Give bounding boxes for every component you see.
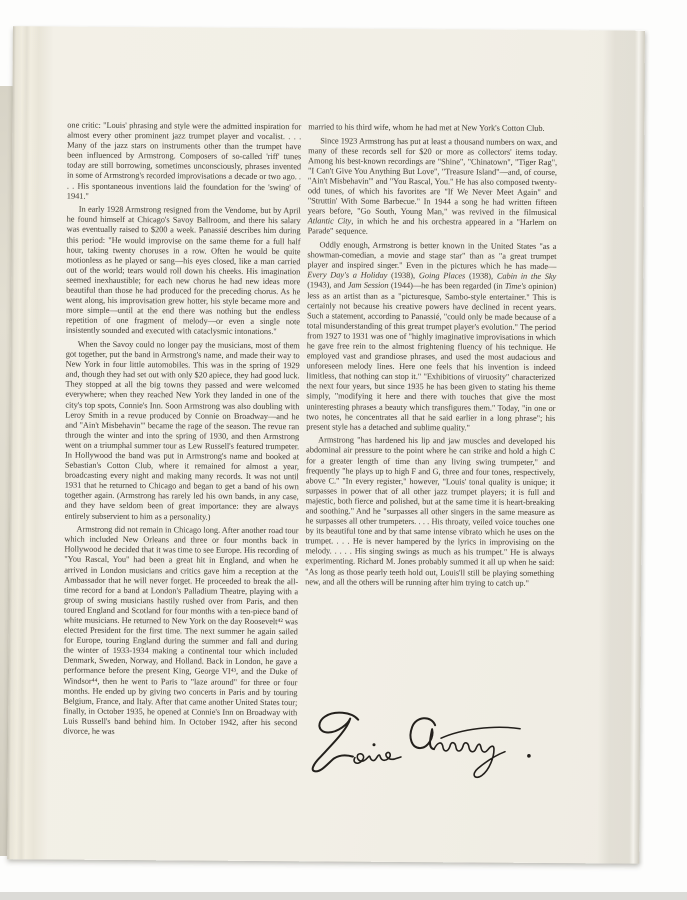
paragraph: When the Savoy could no longer pay the musicians, most of them got together, put the band in Armstrong's name, and made their way to New York in four little automobiles. This was in the spring of 1929 and, though they had set out with only $20 apiece, they had good luck. They stopped at all the big towns they passed and were welcomed everywhere; when they reached New York they landed in one of the city's top spots, Connie's Inn. Soon Armstrong was also doubling with Leroy Smith in a revue produced by Connie on Broadway—and he and "Ain't Misbehavin'" became the rage of the season. The revue ran through the winter and into the spring of 1930, and then Armstrong went on a triumphal summer tour as Lew Russell's featured trumpeter. In Hollywood the band was put in Armstrong's name and booked at Sebastian's Cotton Club, where it remained for almost a year, broadcasting every night and making many records. It was not until 1931 that he returned to Chicago and began to get a band of his own together again. (Armstrong has rarely led his own bands, in any case, and they have seldom been of great importance: they are always entirely subservient to him as a personality.) [64, 339, 300, 522]
page-curl-edge [597, 30, 645, 863]
paragraph: married to his third wife, whom he had met at New York's Cotton Club. [308, 122, 545, 133]
text-column-right [305, 122, 557, 592]
paragraph: Since 1923 Armstrong has put at least a thousand numbers on wax, and many of these records sell for $20 or more as collectors' items today. Among his best-known recordings are "Shine", "Chinatown", "Tiger Rag", "I Can't Give You Anything But Love", "Treasure Island"—and, of course, "Ain't Misbehavin'" and "You Rascal, You." He has also composed twenty-odd tunes, of which his favorites are "If We Never Meet Again" and "Struttin' With Some Barbecue." In 1944 a song he had written fifteen years before, "Go South, Young Man," was revived in the filmusical Atlantic City, in which he and his orchestra appeared in a "Harlem on Parade" sequence. [307, 135, 558, 237]
paragraph: Oddly enough, Armstrong is better known in the United States "as a showman-comedian, a movie and stage star" than as "a great trumpet player and inspired singer." Even in the pictures which he has made—Every Day's a Holiday (1938), Going Places (1938), Cabin in the Sky (1943), and Jam Session (1944)—he has been regarded (in Time's opinion) less as an artist than as a "picturesque, Sambo-style entertainer." This is certainly not because his creative powers have declined in recent years. Such a statement, according to Panassié, "could only be made because of a total misunderstanding of this great trumpet player's evolution." The period from 1927 to 1931 was one of "highly imaginative improvisations in which he gave free rein to the almost frightening fluency of his technique. He employed vast and grandiose phrases, and used the most audacious and unforeseen melody lines. Here one feels that his invention is indeed limitless, that nothing can stop it." "Exhibitions of viruosity" characterized the next four years, but since 1935 he has been given to stating his theme simply, "modifying it here and there with touches that give the most uninteresting phrases a beauty which transfigures them." Today, "in one or two notes, he concentrates all that he said earlier in a long phrase"; his present style has a detached and sublime quality." [306, 240, 557, 433]
book-page [7, 26, 645, 863]
paragraph: one critic: "Louis' phrasing and style were the admitted inspiration for almost every other prominent jazz trumpet player and vocalist. . . . Many of the jazz stars on instruments other than the trumpet have been influenced by Armstrong. Composers of so-called 'riff' tunes today are still borrowing, sometimes unconsciously, phrases invented in some of Armstrong's recorded improvisations a decade or two ago. . . . His spontaneous inventions laid the foundation for the 'swing' of 1941." [66, 120, 302, 201]
i-dot [373, 744, 375, 746]
paragraph: Armstrong did not remain in Chicago long. After another road tour which included New Orleans and three or four months back in Hollywood he decided that it was time to see Europe. His recording of "You Rascal, You" had been a great hit in England, and when he arrived in London musicians and critics gave him a reception at the Ambassador that he will never forget. He proceeded to break the all-time record for a band at London's Palladium Theatre, playing with a group of swing musicians hastily rushed over from Paris, and then toured England and Scotland for four months with a ten-piece band of white musicians. He returned to New York on the day Roosevelt⁴² was elected President for the first time. The next summer he again sailed for Europe, touring England during the summer and fall and during the winter of 1933-1934 making a continental tour which included Denmark, Sweden, Norway, and Holland. Back in London, he gave a performance before the present King, George VI⁴³, and the Duke of Windsor⁴⁴, then he went to Paris to "laze around" for three or four months. He ended up by giving two concerts in Paris and by touring Belgium, France, and Italy. After that came another United States tour; finally, in October 1935, he opened at Connie's Inn on Broadway with Luis Russell's band behind him. In October 1942, after his second divorce, he was [63, 524, 299, 736]
paragraph: Armstrong "has hardened his lip and jaw muscles and developed his abdominal air pressure to the point where he can strike and hold a high C for a greater length of time than any living swing trumpeter," and frequently "he plays up to high F and G, three and four tones, respectively, above C." "In every register," however, "Louis' tonal quality is unique; it surpasses in power that of all other jazz trumpet players; it is full and majestic, both fierce and polished, but at the same time it is heart-breaking and soothing." And he "surpasses all other singers in the same measure as he surpasses all other trumpeters. . . . His throaty, veiled voice touches one by its beautiful tone and by that same intense vibrato which he uses on the trumpet. . . . He is never hampered by the lyrics in improvising on the melody. . . . . His singing swings as much as his trumpet." He is always experimenting. Richard M. Jones probably summed it all up when he said: "As long as those pearly teeth hold out, Louis'll still be playing something new, and all the others will be running after him trying to catch up." [305, 435, 556, 588]
paragraph: In early 1928 Armstrong resigned from the Vendome, but by April he found himself at Chicago's Savoy Ballroom, and there his salary was eventually raised to $200 a week. Panassié describes him during this period: "He would improvise on the same theme for a full half hour, taking twenty choruses in a row. Often he would be quite motionless as he played or sang—his eyes closed, like a man carried out of the world; tears would roll down his cheeks. His imagination seemed inexhaustible; for each new chorus he had new ideas more beautiful than those he had produced for the preceding chorus. As he went along, his improvisation grew hotter, his style became more and more simple—until at the end there was nothing but the endless repetition of one fragment of melody—or even a single note insistently sounded and executed with cataclysmic intonations." [65, 204, 301, 337]
louis-armstrong-signature [308, 710, 553, 796]
text-column-left [63, 121, 301, 742]
signature-period [527, 754, 531, 758]
binding-edge [7, 26, 53, 859]
scan-bottom-strip [0, 892, 687, 900]
